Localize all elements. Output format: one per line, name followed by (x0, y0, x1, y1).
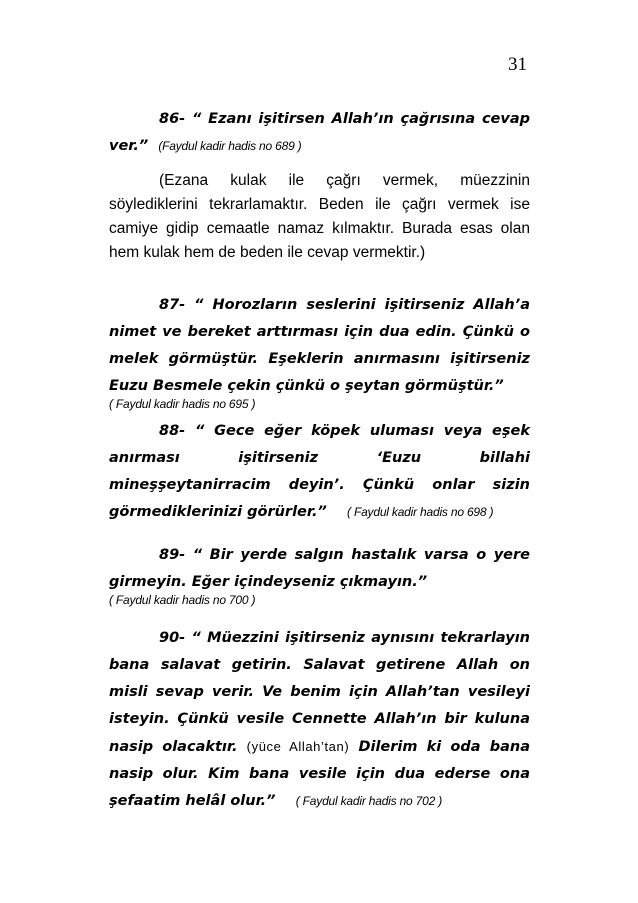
hadith-90-text-part1: 90- “ Müezzini işitirseniz aynısını tekrarlayın bana salavat getirin. Salavat getirene Allah on misli sevap verir. Ve benim için Allah’tan vesileyi isteyin. Çünkü vesile Cennette Allah’ın bir kuluna nasip olacaktır. (109, 630, 530, 755)
hadith-86-reference: (Faydul kadir hadis no 689 ) (158, 139, 302, 153)
hadith-90-reference: ( Faydul kadir hadis no 702 ) (295, 794, 443, 808)
page-number: 31 (508, 54, 527, 75)
hadith-87 (109, 292, 530, 412)
commentary-86 (109, 169, 530, 265)
hadith-87-text: 87- “ Horozların seslerini işitirseniz Allah’a nimet ve bereket arttırması için dua edin. Çünkü o melek görmüştür. Eşeklerin anırmasını işitirseniz Euzu Besmele çekin çünkü o şeytan görmüştür.” (109, 297, 530, 394)
commentary-86-text: (Ezana kulak ile çağrı vermek, müezzinin söylediklerini tekrarlamaktır. Beden ile çağrı vermek ise camiye gidip cemaatle namaz kılmaktır. Burada esas olan hem kulak hem de beden ile cevap vermektir.) (109, 172, 530, 261)
hadith-88-reference: ( Faydul kadir hadis no 698 ) (347, 505, 494, 519)
hadith-90-text-part2: Dilerim ki oda bana nasip olur. Kim bana vesile için dua ederse ona şefaatim helâl olur.” (109, 739, 530, 809)
hadith-90-inline-note: (yüce Allah’tan) (246, 739, 350, 754)
hadith-90 (109, 625, 530, 815)
hadith-87-reference: ( Faydul kadir hadis no 695 ) (109, 397, 256, 411)
hadith-86 (109, 106, 530, 160)
hadith-86-text: 86- “ Ezanı işitirsen Allah’ın çağrısına cevap ver.” (109, 111, 530, 154)
hadith-88 (109, 418, 530, 526)
hadith-89-reference: ( Faydul kadir hadis no 700 ) (109, 593, 256, 607)
hadith-88-text: 88- “ Gece eğer köpek uluması veya eşek anırması işitirseniz ‘Euzu billahi mineşşeytanirracim deyin’. Çünkü onlar sizin görmediklerinizi görürler.” (109, 423, 530, 520)
hadith-89-text: 89- “ Bir yerde salgın hastalık varsa o yere girmeyin. Eğer içindeyseniz çıkmayın.” (109, 547, 530, 590)
hadith-89 (109, 542, 530, 608)
